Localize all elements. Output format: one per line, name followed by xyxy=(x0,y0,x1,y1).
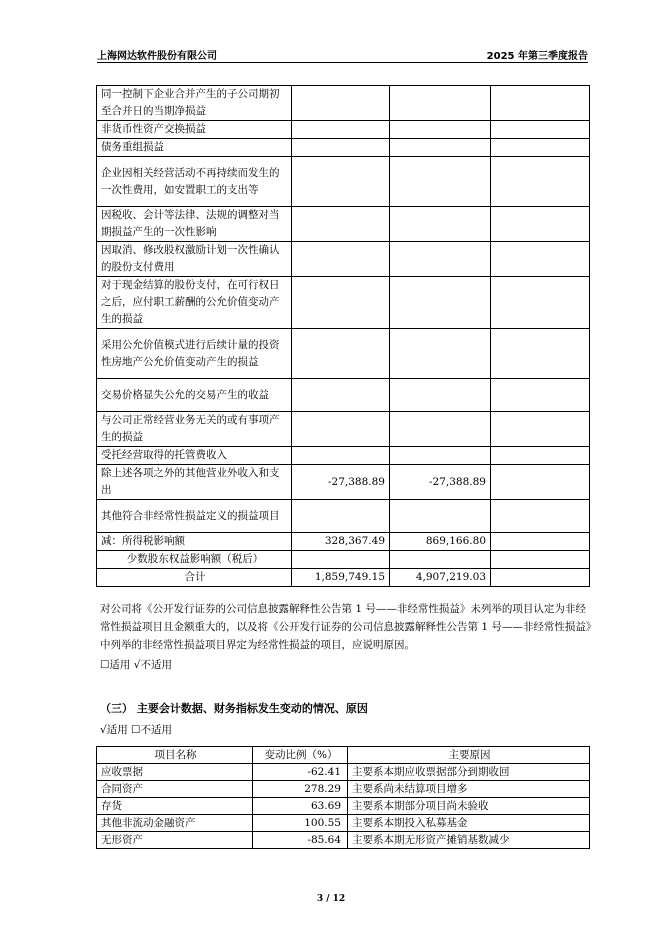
row-note xyxy=(491,277,590,329)
row-current-period xyxy=(292,447,390,465)
row-item-label: 非货币性资产交换损益 xyxy=(97,121,292,139)
row-item-label: 减：所得税影响额 xyxy=(97,533,292,551)
table-row xyxy=(97,447,590,465)
row-item-label: 少数股东权益影响额（税后） xyxy=(97,551,292,569)
row-year-to-date xyxy=(390,447,491,465)
row-main-reason: 主要系本期投入私募基金 xyxy=(348,815,590,832)
table-row xyxy=(97,569,590,587)
row-item-name: 存货 xyxy=(97,798,253,815)
row-item-label: 交易价格显失公允的交易产生的收益 xyxy=(97,379,292,412)
table-row xyxy=(97,798,590,815)
table-row xyxy=(97,533,590,551)
table-row xyxy=(97,412,590,447)
note-applicability: ☐适用 √不适用 xyxy=(100,659,172,671)
report-title: 2025 年第三季度报告 xyxy=(486,51,588,62)
row-note xyxy=(491,500,590,533)
row-current-period xyxy=(292,412,390,447)
row-year-to-date xyxy=(390,207,491,242)
row-note xyxy=(491,207,590,242)
row-main-reason: 主要系本期无形资产摊销基数减少 xyxy=(348,832,590,849)
row-change-ratio: 278.29 xyxy=(253,781,348,798)
header-main-reason: 主要原因 xyxy=(348,747,590,764)
row-year-to-date xyxy=(390,157,491,207)
table-row xyxy=(97,781,590,798)
row-main-reason: 主要系本期应收票据部分到期收回 xyxy=(348,764,590,781)
row-item-label: 企业因相关经营活动不再持续而发生的一次性费用，如安置职工的支出等 xyxy=(97,157,292,207)
row-year-to-date xyxy=(390,500,491,533)
table-row xyxy=(97,242,590,277)
row-item-label: 与公司正常经营业务无关的或有事项产生的损益 xyxy=(97,412,292,447)
row-note xyxy=(491,412,590,447)
row-note xyxy=(491,242,590,277)
changes-table-header xyxy=(97,747,590,764)
row-main-reason: 主要系本期部分项目尚未验收 xyxy=(348,798,590,815)
row-note xyxy=(491,121,590,139)
row-current-period: 328,367.49 xyxy=(292,533,390,551)
row-item-label: 债务重组损益 xyxy=(97,139,292,157)
row-note xyxy=(491,447,590,465)
row-year-to-date: -27,388.89 xyxy=(390,465,491,500)
table-row xyxy=(97,551,590,569)
row-year-to-date xyxy=(390,121,491,139)
row-note xyxy=(491,157,590,207)
page-number: 3 / 12 xyxy=(316,894,346,904)
note-paragraph: 对公司将《公开发行证券的公司信息披露解释性公告第 1 号——非经常性损益》未列举的项目认定为非经常性损益项目且金额重大的，以及将《公开发行证券的公司信息披露解释性公告第 1 号——非经常性损益》中列举的非经常性损益项目界定为经常性损益的项目，应说明原因。 xyxy=(100,603,592,651)
changes-table xyxy=(96,746,590,849)
company-name: 上海网达软件股份有限公司 xyxy=(97,51,217,62)
row-item-label: 受托经营取得的托管费收入 xyxy=(97,447,292,465)
row-current-period: -27,388.89 xyxy=(292,465,390,500)
row-item-label: 因取消、修改股权激励计划一次性确认的股份支付费用 xyxy=(97,242,292,277)
table-row xyxy=(97,157,590,207)
row-note xyxy=(491,329,590,379)
table-row xyxy=(97,465,590,500)
row-item-name: 应收票据 xyxy=(97,764,253,781)
row-change-ratio: -62.41 xyxy=(253,764,348,781)
non-recurring-gains-table xyxy=(96,85,590,587)
table-row xyxy=(97,329,590,379)
row-item-label: 合计 xyxy=(97,569,292,587)
row-year-to-date xyxy=(390,412,491,447)
table-row xyxy=(97,86,590,121)
row-current-period xyxy=(292,157,390,207)
row-year-to-date: 869,166.80 xyxy=(390,533,491,551)
page-header xyxy=(97,46,588,63)
row-main-reason: 主要系尚未结算项目增多 xyxy=(348,781,590,798)
row-year-to-date xyxy=(390,379,491,412)
row-year-to-date xyxy=(390,242,491,277)
header-item-name: 项目名称 xyxy=(97,747,253,764)
table-row xyxy=(97,500,590,533)
header-change-ratio: 变动比例（%） xyxy=(253,747,348,764)
table-row xyxy=(97,207,590,242)
row-change-ratio: 100.55 xyxy=(253,815,348,832)
row-note xyxy=(491,533,590,551)
row-item-label: 对于现金结算的股份支付，在可行权日之后，应付职工薪酬的公允价值变动产生的损益 xyxy=(97,277,292,329)
table-row xyxy=(97,121,590,139)
row-year-to-date xyxy=(390,329,491,379)
row-current-period xyxy=(292,500,390,533)
row-current-period xyxy=(292,121,390,139)
row-current-period xyxy=(292,379,390,412)
row-change-ratio: 63.69 xyxy=(253,798,348,815)
section-title: （三） 主要会计数据、财务指标发生变动的情况、原因 xyxy=(100,702,368,715)
row-current-period: 1,859,749.15 xyxy=(292,569,390,587)
row-current-period xyxy=(292,86,390,121)
row-current-period xyxy=(292,277,390,329)
row-note xyxy=(491,465,590,500)
row-note xyxy=(491,139,590,157)
row-current-period xyxy=(292,242,390,277)
row-item-label: 采用公允价值模式进行后续计量的投资性房地产公允价值变动产生的损益 xyxy=(97,329,292,379)
row-note xyxy=(491,86,590,121)
row-year-to-date: 4,907,219.03 xyxy=(390,569,491,587)
row-item-label: 同一控制下企业合并产生的子公司期初至合并日的当期净损益 xyxy=(97,86,292,121)
row-note xyxy=(491,551,590,569)
table-row xyxy=(97,815,590,832)
row-note xyxy=(491,379,590,412)
row-year-to-date xyxy=(390,139,491,157)
table-row xyxy=(97,379,590,412)
row-change-ratio: -85.64 xyxy=(253,832,348,849)
table-row xyxy=(97,764,590,781)
row-current-period xyxy=(292,139,390,157)
table-row xyxy=(97,139,590,157)
row-item-label: 其他符合非经常性损益定义的损益项目 xyxy=(97,500,292,533)
row-current-period xyxy=(292,207,390,242)
row-current-period xyxy=(292,551,390,569)
row-item-name: 其他非流动金融资产 xyxy=(97,815,253,832)
row-current-period xyxy=(292,329,390,379)
section-applicability: √适用 ☐不适用 xyxy=(100,724,172,736)
row-year-to-date xyxy=(390,277,491,329)
table-row xyxy=(97,832,590,849)
row-item-label: 除上述各项之外的其他营业外收入和支出 xyxy=(97,465,292,500)
row-item-name: 合同资产 xyxy=(97,781,253,798)
row-item-name: 无形资产 xyxy=(97,832,253,849)
row-note xyxy=(491,569,590,587)
row-item-label: 因税收、会计等法律、法规的调整对当期损益产生的一次性影响 xyxy=(97,207,292,242)
row-year-to-date xyxy=(390,86,491,121)
table-row xyxy=(97,277,590,329)
row-year-to-date xyxy=(390,551,491,569)
